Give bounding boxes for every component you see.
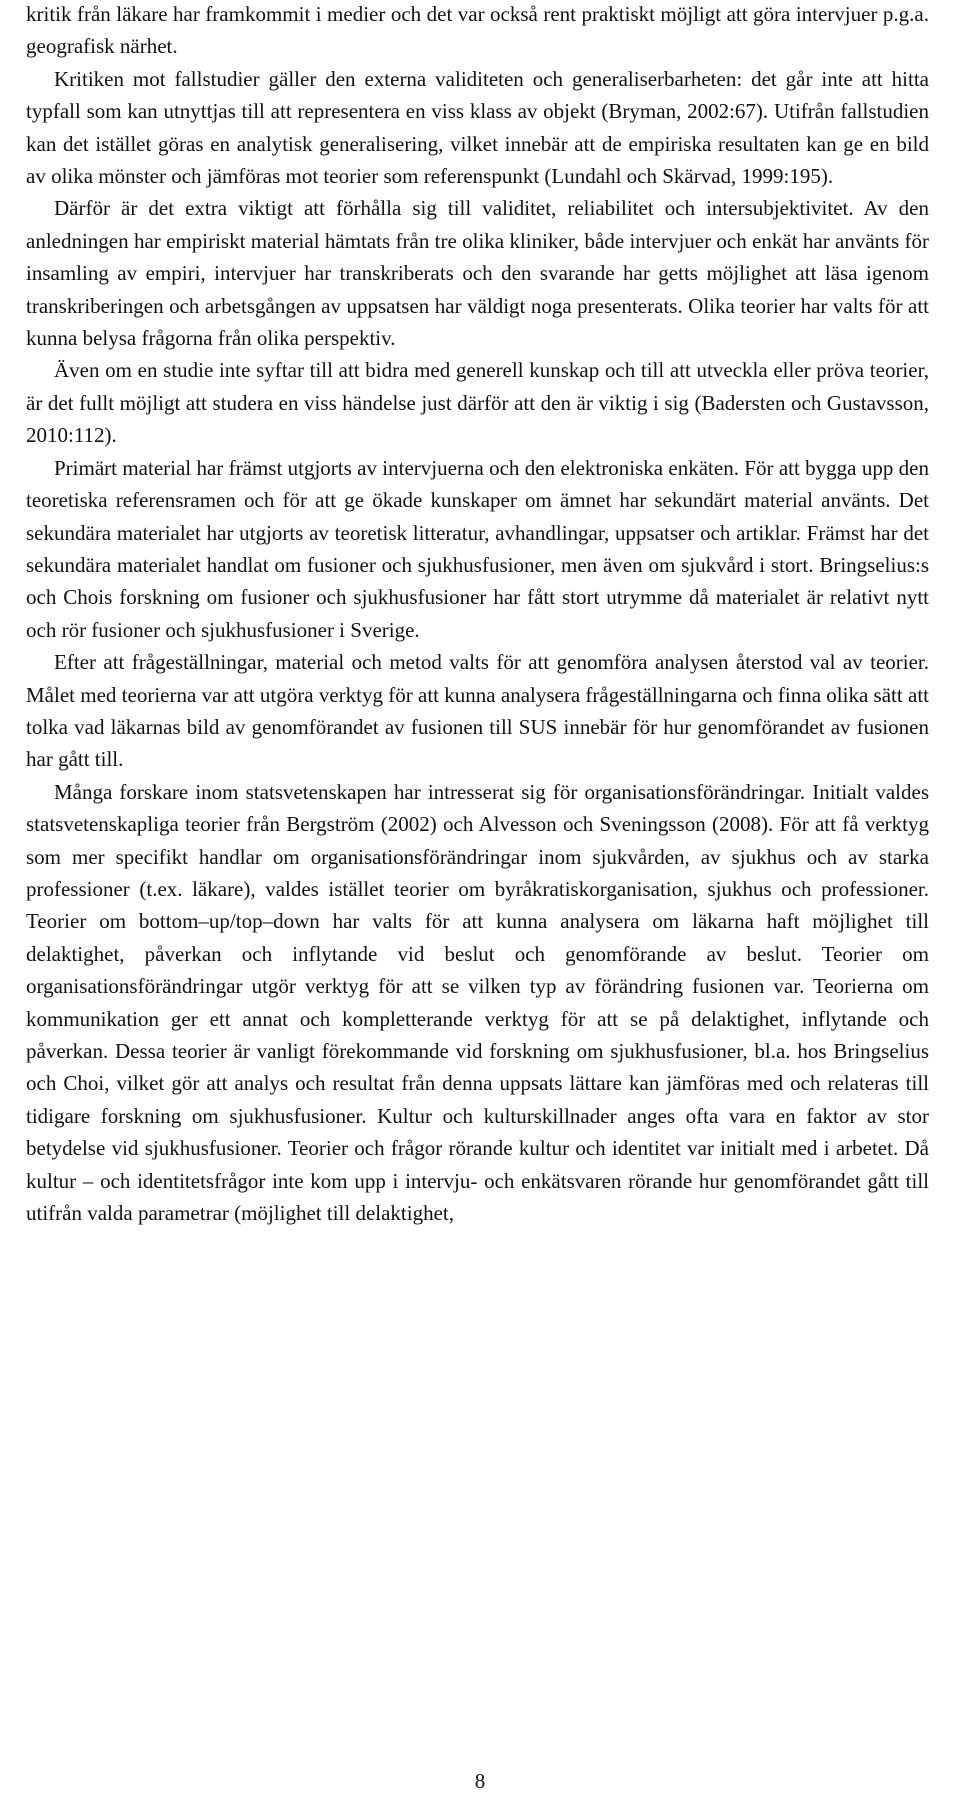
paragraph-validity: Därför är det extra viktigt att förhålla sig till validitet, reliabilitet och intersubjektivitet. Av den anledningen har empiriskt material hämtats från tre olika kliniker, både intervjuer och enkät har använts för insamling av empiri, intervjuer har transkriberats och den svarande har getts möjlighet att läsa igenom transkriberingen och arbetsgången av uppsatsen har väldigt noga presenterats. Olika teorier har valts för att kunna belysa frågorna från olika perspektiv. [26,196,929,351]
paragraph-continuation: kritik från läkare har framkommit i medier och det var också rent praktiskt möjligt att göra intervjuer p.g.a. geografisk närhet. [26,2,929,59]
paragraph-primary-material: Primärt material har främst utgjorts av intervjuerna och den elektroniska enkäten. För att bygga upp den teoretiska referensramen och för att ge ökade kunskaper om ämnet har sekundärt material använts. Det sekundära materialet har utgjorts av teoretisk litteratur, avhandlingar, uppsatser och artiklar. Främst har det sekundära materialet handlat om fusioner och sjukhusfusioner, men även om sjukvård i stort. Bringselius:s och Chois forskning om fusioner och sjukhusfusioner har fått stort utrymme då materialet är relativt nytt och rör fusioner och sjukhusfusioner i Sverige. [26,455,929,642]
paragraph-study-purpose: Även om en studie inte syftar till att bidra med generell kunskap och till att utveckla eller pröva teorier, är det fullt möjligt att studera en viss händelse just därför att den är viktig i sig (Badersten och Gustavsson, 2010:112). [26,358,929,448]
body-text [26,0,929,1229]
page-number: 8 [474,1769,486,1793]
paragraph-case-study-critique: Kritiken mot fallstudier gäller den externa validiteten och generaliserbarheten: det går inte att hitta typfall som kan utnyttjas till att representera en viss klass av objekt (Bryman, 2002:67). Utifrån fallstudien kan det istället göras en analytisk generalisering, vilket innebär att de empiriska resultaten kan ge en bild av olika mönster och jämföras mot teorier som referenspunkt (Lundahl och Skärvad, 1999:195). [26,66,929,189]
paragraph-theory-choice: Efter att frågeställningar, material och metod valts för att genomföra analysen återstod val av teorier. Målet med teorierna var att utgöra verktyg för att kunna analysera frågeställningarna och finna olika sätt att tolka vad läkarnas bild av genomförandet av fusionen till SUS innebär för hur genomförandet av fusionen har gått till. [26,650,929,772]
paragraph-organisational-change: Många forskare inom statsvetenskapen har intresserat sig för organisationsförändringar. Initialt valdes statsvetenskapliga teorier från Bergström (2002) och Alvesson och Sveningsson (2008). För att få verktyg som mer specifikt handlar om organisationsförändringar inom sjukvården, av sjukhus och av starka professioner (t.ex. läkare), valdes istället teorier om byråkratiskorganisation, sjukhus och professioner. Teorier om bottom–up/top–down har valts för att kunna analysera om läkarna haft möjlighet till delaktighet, påverkan och inflytande vid beslut och genomförande av beslut. Teorier om organisationsförändringar utgör verktyg för att se vilken typ av förändring fusionen var. Teorierna om kommunikation ger ett annat och kompletterande verktyg för att se på delaktighet, inflytande och påverkan. Dessa teorier är vanligt förekommande vid forskning om sjukhusfusioner, bl.a. hos Bringselius och Choi, vilket gör att analys och resultat från denna uppsats lättare kan jämföras med och relateras till tidigare forskning om sjukhusfusioner. Kultur och kulturskillnader anges ofta vara en faktor av stor betydelse vid sjukhusfusioner. Teorier och frågor rörande kultur och identitet var initialt med i arbetet. Då kultur – och identitetsfrågor inte kom upp i intervju- och enkätsvaren rörande hur genomförandet gått till utifrån valda parametrar (möjlighet till delaktighet, [26,779,929,1226]
